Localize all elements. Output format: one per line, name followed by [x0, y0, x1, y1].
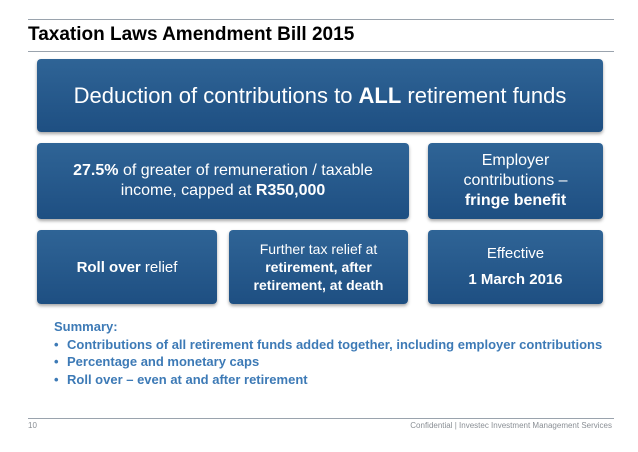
employer-text: Employer contributions –	[463, 152, 568, 189]
effective-label: Effective	[486, 245, 545, 262]
footer-confidential: Confidential | Investec Investment Management Services	[410, 421, 612, 430]
top-divider	[28, 19, 614, 20]
bullet-icon: •	[54, 354, 59, 369]
summary-item: • Contributions of all retirement funds added together, including employer contributions	[54, 336, 603, 352]
summary-list	[54, 336, 614, 389]
effective-date: 1 March 2016	[468, 271, 563, 288]
summary-item: • Percentage and monetary caps	[54, 354, 260, 369]
summary-heading: Summary:	[54, 319, 118, 334]
summary-section	[54, 318, 614, 388]
rollover-box	[37, 230, 217, 304]
title-divider	[28, 51, 614, 52]
slide-title: Taxation Laws Amendment Bill 2015	[28, 24, 355, 45]
cap-text: 27.5% of greater of remuneration / taxable income, capped at R350,000	[73, 162, 373, 199]
employer-box	[428, 143, 603, 219]
page-number: 10	[28, 421, 37, 430]
deduction-box	[37, 59, 603, 132]
rollover-text: Roll over relief	[76, 258, 178, 276]
further-relief-box	[229, 230, 408, 304]
bullet-icon: •	[54, 371, 59, 387]
bullet-icon: •	[54, 336, 59, 352]
cap-box	[37, 143, 409, 219]
effective-box	[428, 230, 603, 304]
further-bold: retirement, after retirement, at death	[253, 259, 384, 293]
summary-item: • Roll over – even at and after retirement	[54, 371, 308, 387]
footer-divider	[28, 418, 614, 419]
deduction-text: Deduction of contributions to ALL retirement funds	[73, 83, 567, 108]
further-text: Further tax relief at	[259, 241, 378, 257]
employer-bold: fringe benefit	[464, 192, 567, 209]
